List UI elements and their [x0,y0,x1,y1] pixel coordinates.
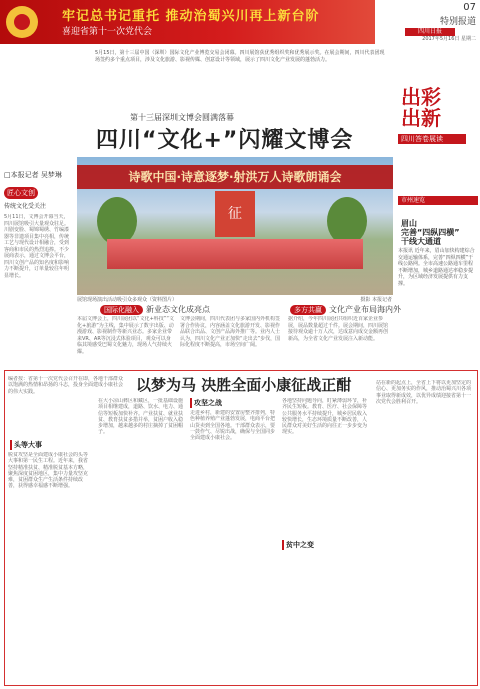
sidebar-band: 市州速览 [398,196,478,205]
article-headline: 四川“文化+”闪耀文博会 [96,128,354,153]
section-tag: 匠心文创 [4,187,38,199]
lower-col-3: 走进乡村，新建的安置房整齐排列，特色种植养殖产业蓬勃发展，电商平台把山货卖到全国各地。干部群众表示，要一鼓作气、尽锐出战，确保与全国同步全面建成小康社会。 [190,410,276,442]
page-header [0,0,480,44]
lower-section-head-a: 头等大事 [10,440,42,450]
sidebar-body: 本报讯 近年来，眉山加快构建综合交通运输体系，完善“四纵四横”干线公路网。全市高速公路通车里程不断增加，城乡道路通达率稳步提升，为区域经济发展提供有力支撑。 [398,248,475,287]
lower-section-head-c: 贫中之变 [282,540,314,550]
header-red-band [0,0,375,44]
middle-text-b: 文博会期间，四川代表团与多家国内外机构签署合作协议，内容涵盖文化旅游开发、影视作品联合出品、文创产品海外推广等。业内人士认为，四川文化产业正加快“走出去”步伐，国际化程度不断提高，市场空间广阔。 [180,316,281,348]
issue-date: 2017年5月16日 星期二 [422,36,476,42]
sidebar-headline: 眉山 完善“四纵四横” 干线大通道 [401,219,460,246]
sidebar-tag: 四川答卷展读 [398,134,466,144]
photo-credit: 摄影 本报记者 [360,297,392,303]
lower-col-5: 站在新的起点上，全省上下将以更加坚定的信心、更加务实的作风，推动治蜀兴川各项事业取得新成效，以优异成绩迎接省第十一次党代会胜利召开。 [376,380,472,405]
lower-lead: 编者按：省第十一次党代会召开在即，各地干部群众以饱满的热情和昂扬的斗志，投身全面建成小康社会的伟大实践。 [8,376,124,395]
lower-col-4: 各地坚持问题导向，盯紧薄弱环节，补齐民生短板。教育、医疗、社会保障等公共服务水平持续提升，城乡居民收入较快增长，生态环境质量不断改善，人民群众对美好生活的向往正一步步变为现实。 [282,398,368,436]
lower-col-2: 在大小凉山彝区和藏区，一批基础设施项目相继建成，道路、饮水、电力、通信等短板加快补齐。产业扶贫、就业扶贫、教育扶贫多措并举，贫困户收入稳步增加，越来越多的村庄摘掉了贫困帽子。 [98,398,184,436]
left-column-body: 5月11日，文博会开幕当天，四川展馆吸引大量观众驻足。川剧变脸、蜀锦蜀绣、竹编漆器等非遗项目集中亮相，传统工艺与现代设计相融合，受到客商和市民的热烈追捧。不少展商表示，通过文博会平台，四川文创产品的知名度和影响力不断提升，订单量较往年明显增长。 [4,214,70,279]
section-title-right: 文化产业布局海内外 [329,305,401,314]
event-photo [77,157,393,295]
section-head-left [100,304,210,315]
middle-text-a: 本届文博会上，四川展团以“文化+科技”“文化+旅游”为主线，集中展示了数字出版、动漫游戏、影视制作等新兴业态。多家企业带来VR、AR等沉浸式体验项目，观众可以身临其境感受巴蜀文化魅力，现场人气持续火爆。 [77,316,174,355]
stage-sign: 征 [215,191,255,237]
tree-left [97,197,137,245]
lower-section-head-b: 攻坚之战 [190,398,222,408]
byline: □本报记者 吴梦琳 [4,171,62,179]
section-subtitle: 传统文化受关注 [4,203,47,210]
article-kicker: 第十三届深圳文博会圆满落幕 [130,113,234,122]
paper-name: 四川日报 [405,28,455,36]
photo-caption: 展馆现场演出活动吸引众多观众（资料图片） [77,297,178,303]
middle-text-c: 据介绍，今年四川展团共组织近百家企业参展，展品数量超过千件。展会期间，四川展馆接待观众逾十万人次，达成意向成交金额再创新高，为全省文化产业发展注入新动能。 [288,316,389,342]
stage-performers [107,239,363,269]
lower-col-1: 脱贫攻坚是全面建成小康社会的头等大事和第一民生工程。近年来，我省坚持精准扶贫、精准脱贫基本方略，聚焦深度贫困地区，集中力量攻坚克难，贫困群众生产生活条件持续改善，获得感幸福感不断增强。 [8,452,89,490]
sidebar-banner [398,70,478,130]
section-head-right [290,304,401,315]
lower-headline: 以梦为马 决胜全面小康征战正酣 [136,376,352,394]
page-label: 特别报道 [439,17,476,27]
section-title-left: 新业态文化成亮点 [146,305,210,314]
party-emblem-icon [6,6,38,38]
sidebar-big-title: 出彩 出新 [401,85,441,130]
header-main-title: 牢记总书记重托 推动治蜀兴川再上新台阶 [62,9,320,24]
article-intro: 5月15日，第十三届中国（深圳）国际文化产业博览交易会闭幕。四川展馆获优秀组织奖和优秀展示奖。在展会期间，四川代表团现场签约多个重点项目，涉及文化旅游、影视传媒、创意设计等领域，展示了四川文化产业发展的蓬勃活力。 [95,50,385,63]
tree-right [327,197,367,245]
section-pill-left: 国际化融入 [100,305,143,315]
section-pill-right: 多方共赢 [290,305,326,315]
page-info [377,0,480,44]
header-sub-title: 喜迎省第十一次党代会 [62,27,153,37]
photo-banner: 诗歌中国·诗意逐梦·射洪万人诗歌朗诵会 [77,165,393,189]
page-number: 07 [463,2,476,13]
